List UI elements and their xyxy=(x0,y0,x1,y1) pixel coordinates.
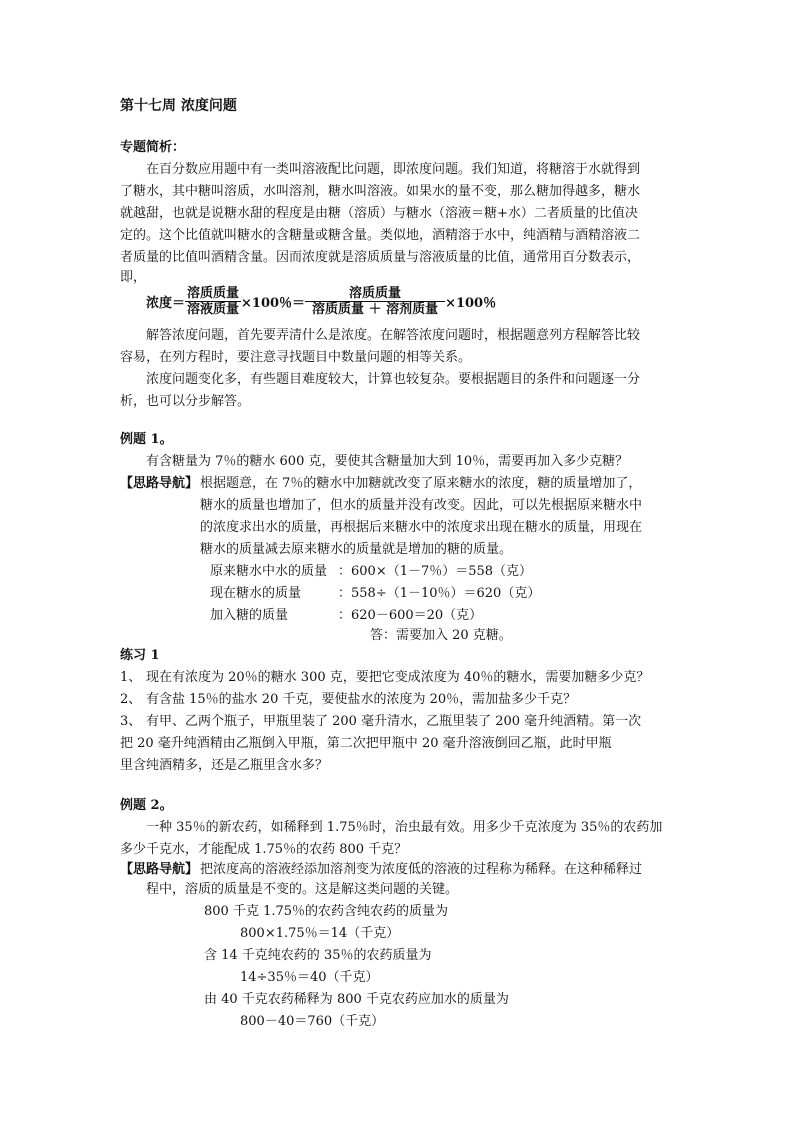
formula-fraction-2 xyxy=(305,286,445,317)
practice-item-number: 1、 xyxy=(120,670,142,685)
example2-problem-line: 一种 35％的新农药，如稀释到 1.75％时，治虫最有效。用多少千克浓度为 35％的农药加 xyxy=(146,820,663,835)
example1-step-label: 加入糖的质量 xyxy=(210,608,289,623)
example1-guide-line: 根据题意，在 7％的糖水中加糖就改变了原来糖水的浓度，糖的质量增加了， xyxy=(200,476,642,491)
example1-step-expr: ：600×（1－7％）＝558（克） xyxy=(338,564,533,579)
formula-lhs: 浓度＝ xyxy=(146,296,186,311)
formula-denominator: 溶质质量 ＋ 溶剂质量 xyxy=(312,302,439,317)
example1-answer: 答：需要加入 20 克糖。 xyxy=(370,628,512,643)
example2-problem-line: 多少千克水，才能配成 1.75％的农药 800 千克？ xyxy=(120,842,408,857)
intro-paragraph-line: 者质量的比值叫酒精含量。因而浓度就是溶质质量与溶液质量的比值，通常用百分数表示， xyxy=(120,250,641,265)
practice-item-number: 2、 xyxy=(120,692,142,707)
example2-guide-line: 把浓度高的溶液经添加溶剂变为浓度低的溶液的过程称为稀释。在这种稀释过 xyxy=(200,862,643,877)
practice-item-text: 有含盐 15％的盐水 20 千克，要使盐水的浓度为 20％，需加盐多少千克？ xyxy=(146,692,577,707)
example2-step: 800 千克 1.75％的农药含纯农药的质量为 xyxy=(204,904,449,919)
example1-guide-tag: 【思路导航】 xyxy=(120,476,199,491)
example1-step-expr: ：620－600＝20（克） xyxy=(338,608,483,623)
example1-step-expr: ：558÷（1－10％）＝620（克） xyxy=(338,586,541,601)
example1-heading: 例题 1。 xyxy=(120,432,173,447)
example2-step: 14÷35％＝40（千克） xyxy=(240,970,379,985)
intro-paragraph-line: 容易，在列方程时，要注意寻找题目中数量问题的相等关系。 xyxy=(120,350,472,365)
intro-heading: 专题简析： xyxy=(120,140,186,155)
example1-step-label: 原来糖水中水的质量 xyxy=(210,564,328,579)
intro-paragraph-line: 在百分数应用题中有一类叫溶液配比问题，即浓度问题。我们知道，将糖溶于水就得到 xyxy=(146,162,641,177)
example1-guide-line: 糖水的质量也增加了，但水的质量并没有改变。因此，可以先根据原来糖水中 xyxy=(200,498,643,513)
formula-numerator: 溶质质量 xyxy=(187,286,240,301)
formula-mid: ×100％＝ xyxy=(241,296,306,311)
intro-paragraph-line: 即， xyxy=(120,270,147,285)
example2-step: 由 40 千克农药稀释为 800 千克农药应加水的质量为 xyxy=(204,992,509,1007)
intro-paragraph-line: 定的。这个比值就叫糖水的含糖量或糖含量。类似地，酒精溶于水中，纯酒精与酒精溶液二 xyxy=(120,228,641,243)
practice-item-text: 现在有浓度为 20％的糖水 300 克，要把它变成浓度为 40％的糖水，需要加糖多少克？ xyxy=(146,670,650,685)
formula-denominator: 溶液质量 xyxy=(187,302,240,317)
formula-numerator: 溶质质量 xyxy=(305,286,445,302)
example2-step: 800－40＝760（千克） xyxy=(240,1014,385,1029)
intro-paragraph-line: 就越甜，也就是说糖水甜的程度是由糖（溶质）与糖水（溶液＝糖+水）二者质量的比值决 xyxy=(120,206,638,221)
formula-end: ×100％ xyxy=(445,296,497,311)
practice-item-text: 里含纯酒精多，还是乙瓶里含水多？ xyxy=(120,758,329,773)
example1-step-label: 现在糖水的质量 xyxy=(210,586,302,601)
page-title: 第十七周 浓度问题 xyxy=(120,98,237,114)
example1-guide-line: 的浓度求出水的质量，再根据后来糖水中的浓度求出现在糖水的质量，用现在 xyxy=(200,520,643,535)
practice1-heading: 练习 1 xyxy=(120,648,160,663)
concentration-formula xyxy=(146,286,496,317)
intro-paragraph-line: 析，也可以分步解答。 xyxy=(120,394,251,409)
practice-item-text: 把 20 毫升纯酒精由乙瓶倒入甲瓶，第二次把甲瓶中 20 毫升溶液倒回乙瓶，此时甲瓶 xyxy=(120,736,612,751)
intro-paragraph-line: 浓度问题变化多，有些题目难度较大，计算也较复杂。要根据题目的条件和问题逐一分 xyxy=(146,372,641,387)
example1-guide-line: 糖水的质量减去原来糖水的质量就是增加的糖的质量。 xyxy=(200,542,513,557)
formula-fraction-1 xyxy=(185,286,241,317)
practice-item-text: 有甲、乙两个瓶子，甲瓶里装了 200 毫升清水，乙瓶里装了 200 毫升纯酒精。第一次 xyxy=(146,714,642,729)
intro-paragraph-line: 解答浓度问题，首先要弄清什么是浓度。在解答浓度问题时，根据题意列方程解答比较 xyxy=(146,328,641,343)
example1-problem: 有含糖量为 7％的糖水 600 克，要使其含糖量加大到 10％，需要再加入多少克糖？ xyxy=(146,454,629,469)
example2-heading: 例题 2。 xyxy=(120,798,173,813)
example2-guide-line: 程中，溶质的质量是不变的。这是解这类问题的关键。 xyxy=(146,882,459,897)
example2-step: 含 14 千克纯农药的 35％的农药质量为 xyxy=(204,948,432,963)
intro-paragraph-line: 了糖水，其中糖叫溶质，水叫溶剂，糖水叫溶液。如果水的量不变，那么糖加得越多，糖水 xyxy=(120,184,641,199)
example2-step: 800×1.75％＝14（千克） xyxy=(240,926,400,941)
example2-guide-tag: 【思路导航】 xyxy=(120,862,199,877)
practice-item-number: 3、 xyxy=(120,714,142,729)
